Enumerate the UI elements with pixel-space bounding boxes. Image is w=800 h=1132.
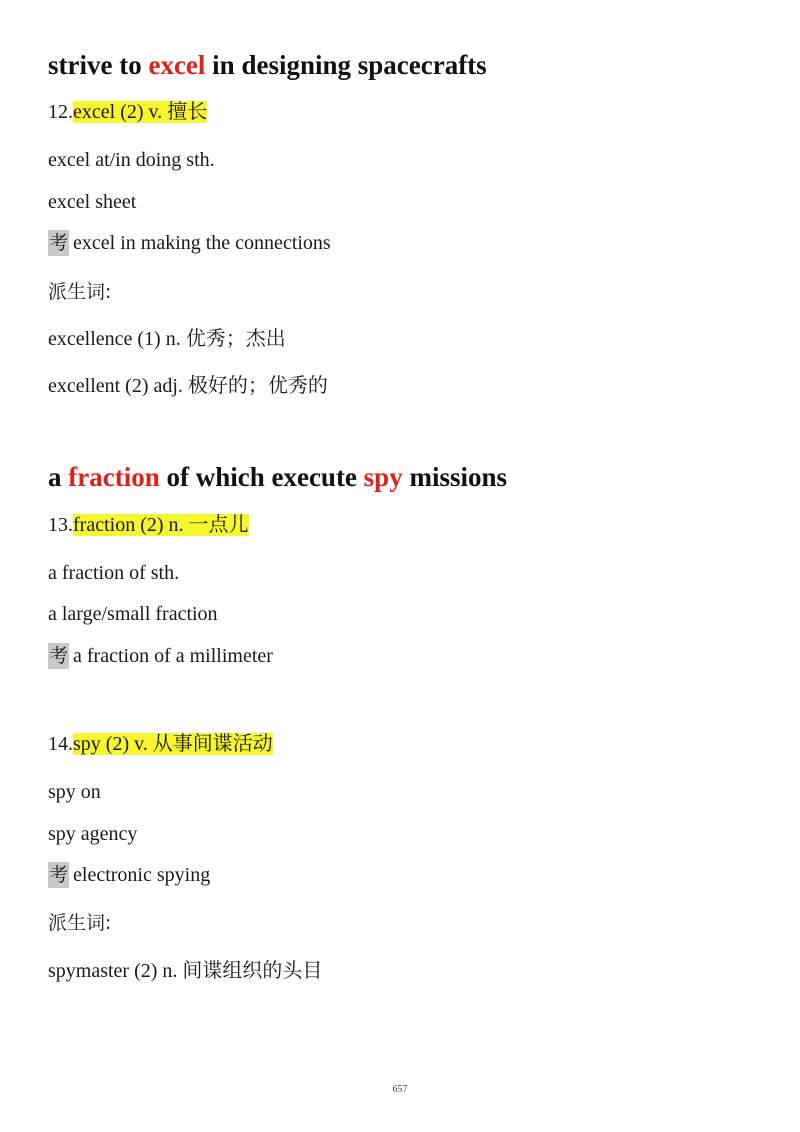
- derived-word: spymaster (2) n. 间谍组织的头目: [48, 960, 323, 982]
- collocation-line: a fraction of sth.: [48, 562, 180, 584]
- entry-headword: spy (2) v. 从事间谍活动: [73, 733, 273, 755]
- section-heading: [48, 48, 487, 82]
- collocation-line: excel at/in doing sth.: [48, 149, 215, 171]
- vocab-entry: [48, 99, 207, 125]
- key-word: fraction: [68, 462, 160, 492]
- section-heading: [48, 460, 507, 494]
- page-number: 657: [392, 1084, 408, 1095]
- exam-example-text: excel in making the connections: [73, 232, 331, 254]
- entry-headword: fraction (2) n. 一点儿: [73, 514, 249, 536]
- exam-example-text: electronic spying: [73, 864, 211, 886]
- entry-number: 12.: [48, 101, 73, 123]
- collocation-line: excel sheet: [48, 191, 137, 213]
- vocab-entry: [48, 731, 273, 757]
- derived-label: 派生词:: [48, 912, 112, 934]
- exam-example: [48, 862, 210, 888]
- vocab-entry: [48, 512, 249, 538]
- entry-number: 13.: [48, 514, 73, 536]
- entry-headword: excel (2) v. 擅长: [73, 101, 208, 123]
- exam-mark-badge: 考: [49, 645, 69, 667]
- heading-text: strive to: [48, 50, 149, 80]
- heading-text: of which execute: [159, 462, 364, 492]
- heading-text: in designing spacecrafts: [205, 50, 487, 80]
- key-word: excel: [148, 50, 206, 80]
- exam-mark-badge: 考: [49, 232, 69, 254]
- exam-mark-badge: 考: [49, 864, 69, 886]
- collocation-line: spy agency: [48, 823, 138, 845]
- key-word: spy: [363, 462, 403, 492]
- exam-example: [48, 230, 331, 256]
- entry-number: 14.: [48, 733, 73, 755]
- heading-text: missions: [402, 462, 507, 492]
- exam-example-text: a fraction of a millimeter: [73, 645, 273, 667]
- derived-label: 派生词:: [48, 281, 112, 303]
- collocation-line: spy on: [48, 781, 101, 803]
- derived-word: excellent (2) adj. 极好的；优秀的: [48, 375, 328, 397]
- derived-word: excellence (1) n. 优秀；杰出: [48, 328, 286, 350]
- exam-example: [48, 643, 273, 669]
- heading-text: a: [48, 462, 69, 492]
- collocation-line: a large/small fraction: [48, 603, 218, 625]
